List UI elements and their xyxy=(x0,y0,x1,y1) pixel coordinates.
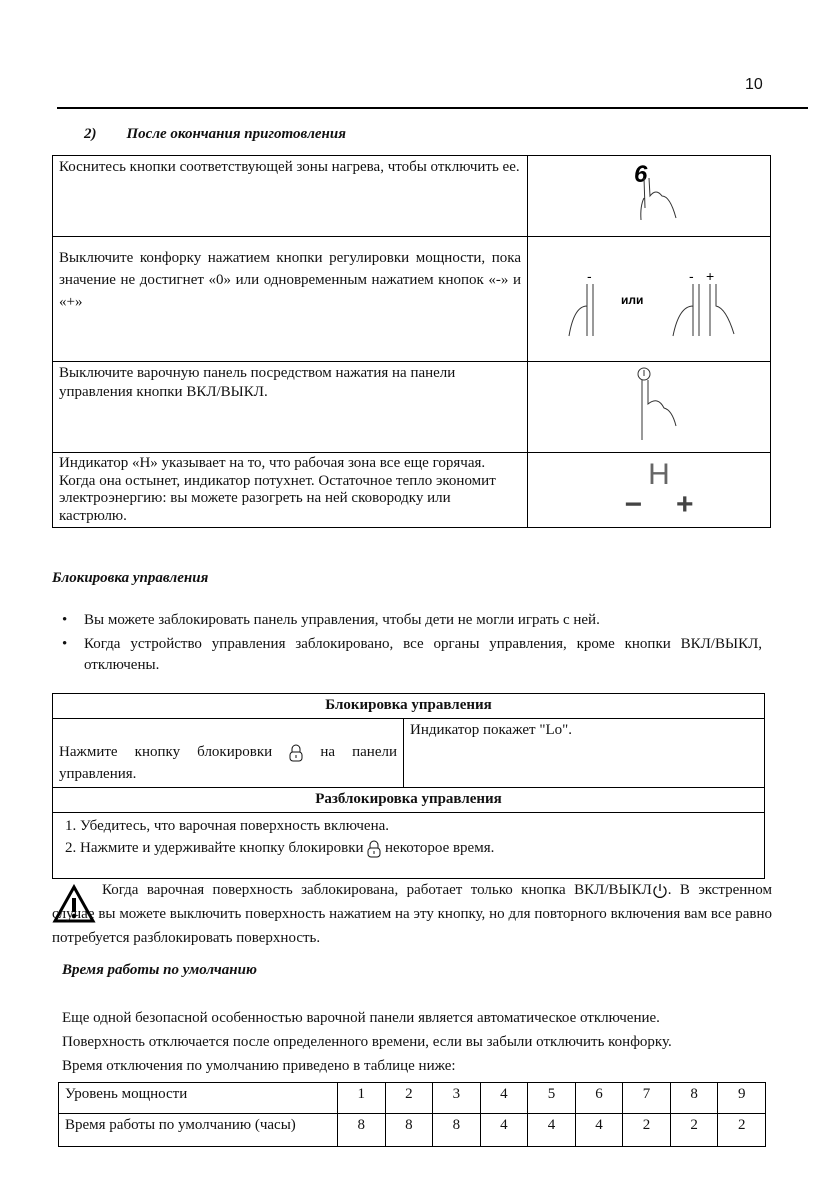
bullet-item: • Вы можете заблокировать панель управления, чтобы дети не могли играть с ней. xyxy=(62,612,600,628)
h-indicator: H xyxy=(648,458,670,491)
finger-power-icon xyxy=(528,362,771,453)
power-level-label: Уровень мощности xyxy=(59,1083,338,1114)
svg-text:+: + xyxy=(706,268,715,284)
power-level-cell: 9 xyxy=(718,1083,766,1114)
table-row xyxy=(53,362,771,453)
indicator-text: Индикатор покажет "Lo". xyxy=(404,719,765,788)
minus-icon: − xyxy=(624,488,642,521)
power-level-cell: 4 xyxy=(480,1083,528,1114)
hours-cell: 4 xyxy=(528,1114,576,1147)
finger-touch-6-icon xyxy=(528,156,771,237)
power-level-cell: 5 xyxy=(528,1083,576,1114)
power-icon xyxy=(652,883,668,899)
power-level-cell: 3 xyxy=(433,1083,481,1114)
digit: 6 xyxy=(634,161,648,188)
row-text: Выключите конфорку нажатием кнопки регулировки мощности, пока значение не достигнет «0» или одновременным нажатием кнопок «-» и «+» xyxy=(53,237,528,362)
hours-cell: 2 xyxy=(718,1114,766,1147)
hours-cell: 2 xyxy=(670,1114,718,1147)
unlock-step-1: 1. Убедитесь, что варочная поверхность включена. xyxy=(65,818,390,834)
default-time-table xyxy=(58,1082,766,1147)
default-time-heading: Время работы по умолчанию xyxy=(62,962,257,978)
power-level-cell: 8 xyxy=(670,1083,718,1114)
hours-cell: 8 xyxy=(338,1114,386,1147)
after-cooking-table xyxy=(52,155,771,528)
page-number: 10 xyxy=(745,76,763,93)
lock-table xyxy=(52,693,765,879)
bullet-item: • Когда устройство управления заблокировано, все органы управления, кроме кнопки ВКЛ/ВЫКЛ, отключены. xyxy=(62,636,762,673)
paragraph-line: Поверхность отключается после определенного времени, если вы забыли отключить конфорку. xyxy=(62,1034,672,1050)
unlock-steps xyxy=(53,813,765,879)
svg-text:-: - xyxy=(587,268,592,284)
power-level-cell: 7 xyxy=(623,1083,671,1114)
header-rule xyxy=(57,107,808,109)
power-level-cell: 2 xyxy=(385,1083,433,1114)
finger-minus-plus-icon xyxy=(528,237,771,362)
svg-text:или: или xyxy=(621,293,644,307)
paragraph-line: Еще одной безопасной особенностью варочной панели является автоматическое отключение. xyxy=(62,1010,660,1026)
hours-cell: 8 xyxy=(385,1114,433,1147)
power-level-cell: 6 xyxy=(575,1083,623,1114)
lock-instruction: Нажмите кнопку блокировки на панели управления. xyxy=(53,719,404,788)
unlock-header: Разблокировка управления xyxy=(53,788,765,813)
hours-cell: 2 xyxy=(623,1114,671,1147)
svg-text:-: - xyxy=(689,268,694,284)
warning-text: Когда варочная поверхность заблокирована, работает только кнопка ВКЛ/ВЫКЛ . В экстренном случае вы можете выключить поверхность нажатием на эту кнопку, но для повторного включения вам все равно потребуется разблокировать поверхность. xyxy=(52,882,772,946)
table-row xyxy=(53,453,771,528)
hours-cell: 4 xyxy=(575,1114,623,1147)
section-title: 2) После окончания приготовления xyxy=(84,126,346,142)
power-level-cell: 1 xyxy=(338,1083,386,1114)
table-row xyxy=(53,156,771,237)
hours-cell: 4 xyxy=(480,1114,528,1147)
default-hours-label: Время работы по умолчанию (часы) xyxy=(59,1114,338,1147)
lock-icon xyxy=(289,744,303,762)
hot-indicator-display xyxy=(528,453,771,528)
lock-heading: Блокировка управления xyxy=(52,570,209,586)
hours-cell: 8 xyxy=(433,1114,481,1147)
row-text: Индикатор «Н» указывает на то, что рабочая зона все еще горячая. Когда она остынет, индикатор потухнет. Остаточное тепло экономит электроэнергию: вы можете разогреть на ней сковородку или кастрюлю. xyxy=(53,453,528,528)
lock-icon xyxy=(367,840,381,858)
lock-header: Блокировка управления xyxy=(53,694,765,719)
plus-icon: + xyxy=(676,488,694,521)
row-text: Коснитесь кнопки соответствующей зоны нагрева, чтобы отключить ее. xyxy=(53,156,528,237)
row-text: Выключите варочную панель посредством нажатия на панели управления кнопки ВКЛ/ВЫКЛ. xyxy=(53,362,528,453)
paragraph-line: Время отключения по умолчанию приведено в таблице ниже: xyxy=(62,1058,456,1074)
unlock-step-2: 2. Нажмите и удерживайте кнопку блокировки некоторое время. xyxy=(65,840,495,856)
table-row xyxy=(53,237,771,362)
